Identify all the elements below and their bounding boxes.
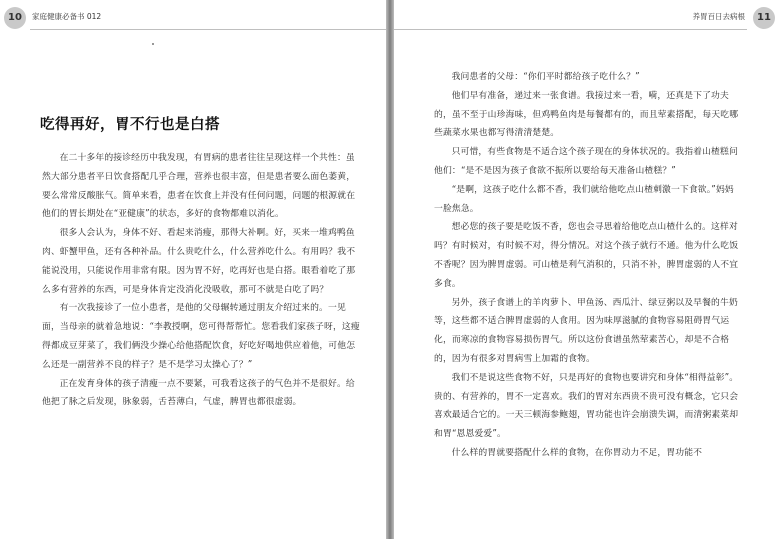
- book-spine-gutter: [386, 0, 394, 539]
- paragraph: 有一次我接诊了一位小患者，是他的父母辗转通过朋友介绍过来的。一见面，当母亲的就着急地说：“李教授啊，您可得帮帮忙。您看我们家孩子呀，这瘦得都成豆芽菜了，我们俩没少操心给他搭配饮食，好吃好喝地供应着他，可他怎么还是一副营养不良的样子？是不是学习太操心了？”: [42, 303, 360, 370]
- paragraph: 他们早有准备，递过来一张食谱。我接过来一看，嗬，还真是下了功夫的，虽不至于山珍海味，但鸡鸭鱼肉是每餐都有的，而且荤素搭配，每天吃哪些蔬菜水果也都写得清清楚楚。: [434, 90, 739, 139]
- chapter-title: 吃得再好，胃不行也是白搭: [40, 116, 220, 133]
- running-header: 家庭健康必备书 012: [32, 12, 102, 21]
- paragraph: 我们不是说这些食物不好，只是再好的食物也要讲究和身体“相得益彰”。贵的、有营养的，胃不一定喜欢。我们的胃对东西贵不贵可没有概念，它只会喜欢最适合它的。一天三顿海参鲍翅，胃功能也许会崩溃失调，而清粥素菜却和胃“恩恩爱爱”。: [434, 372, 739, 440]
- speck-mark: [152, 43, 154, 45]
- body-text: [42, 149, 360, 412]
- paragraph: 正在发育身体的孩子清瘦一点不要紧，可我看这孩子的气色并不是很好。给他把了脉之后发现，脉象弱，舌苔薄白，气虚，脾胃也都很虚弱。: [42, 378, 355, 408]
- paragraph: 什么样的胃就要搭配什么样的食物，在你胃动力不足，胃功能不: [451, 447, 703, 458]
- paragraph: 只可惜，有些食物是不适合这个孩子现在的身体状况的。我指着山楂糕问他们：“是不是因为孩子食欲不振所以要给每天准备山楂糕？”: [434, 147, 738, 176]
- paragraph: “是啊，这孩子吃什么都不香，我们就给他吃点山楂刺激一下食欲。”妈妈一脸焦急。: [434, 184, 734, 214]
- running-header: 养胃百日去病根: [692, 12, 745, 21]
- header-rule: [30, 29, 386, 30]
- paragraph: 很多人会认为，身体不好、看起来消瘦，那得大补啊。好，买来一堆鸡鸭鱼肉、虾蟹甲鱼，还有各种补品。什么贵吃什么，什么营养吃什么。有用吗？我不能说没用，只能说作用非常有限。因为胃不好，吃再好也是白搭。眼看着吃了那么多有营养的东西，可是身体肯定没消化没吸收，那可不就是白吃了吗？: [42, 228, 356, 295]
- paragraph: 想必您的孩子要是吃饭不香，您也会寻思着给他吃点山楂什么的。这样对吗？有时候对，有时候不对，得分情况。对这个孩子就行不通。他为什么吃饭不香呢？因为脾胃虚弱。可山楂是利气消积的，只消不补，脾胃虚弱的人不宜多食。: [434, 222, 739, 289]
- page-number-badge: 10: [4, 7, 26, 29]
- header-rule: [394, 29, 747, 30]
- left-page: [0, 0, 386, 539]
- right-page: [394, 0, 783, 539]
- page-number-badge: 11: [753, 7, 775, 29]
- paragraph: 我问患者的父母：“你们平时都给孩子吃什么？”: [451, 72, 640, 82]
- paragraph: 另外，孩子食谱上的羊肉萝卜、甲鱼汤、西瓜汁、绿豆粥以及早餐的牛奶等，这些都不适合脾胃虚弱的人食用。因为味厚滋腻的食物容易阻碍胃气运化，而寒凉的食物容易损伤胃气。所以这份食谱虽然荤素苦心，却是不合格的，因为有很多对胃病雪上加霜的食物。: [434, 297, 738, 364]
- body-text: [434, 68, 742, 463]
- paragraph: 在二十多年的接诊经历中我发现，有胃病的患者往往呈现这样一个共性：虽然大部分患者平日饮食搭配几乎合理，营养也很丰富，但是患者要么面色萎黄，要么常常反酸胀气。简单来看，患者在饮食上并没有任何问题，问题的根源就在他们的胃长期处在“亚健康”的状态，多好的食物都难以消化。: [42, 153, 356, 220]
